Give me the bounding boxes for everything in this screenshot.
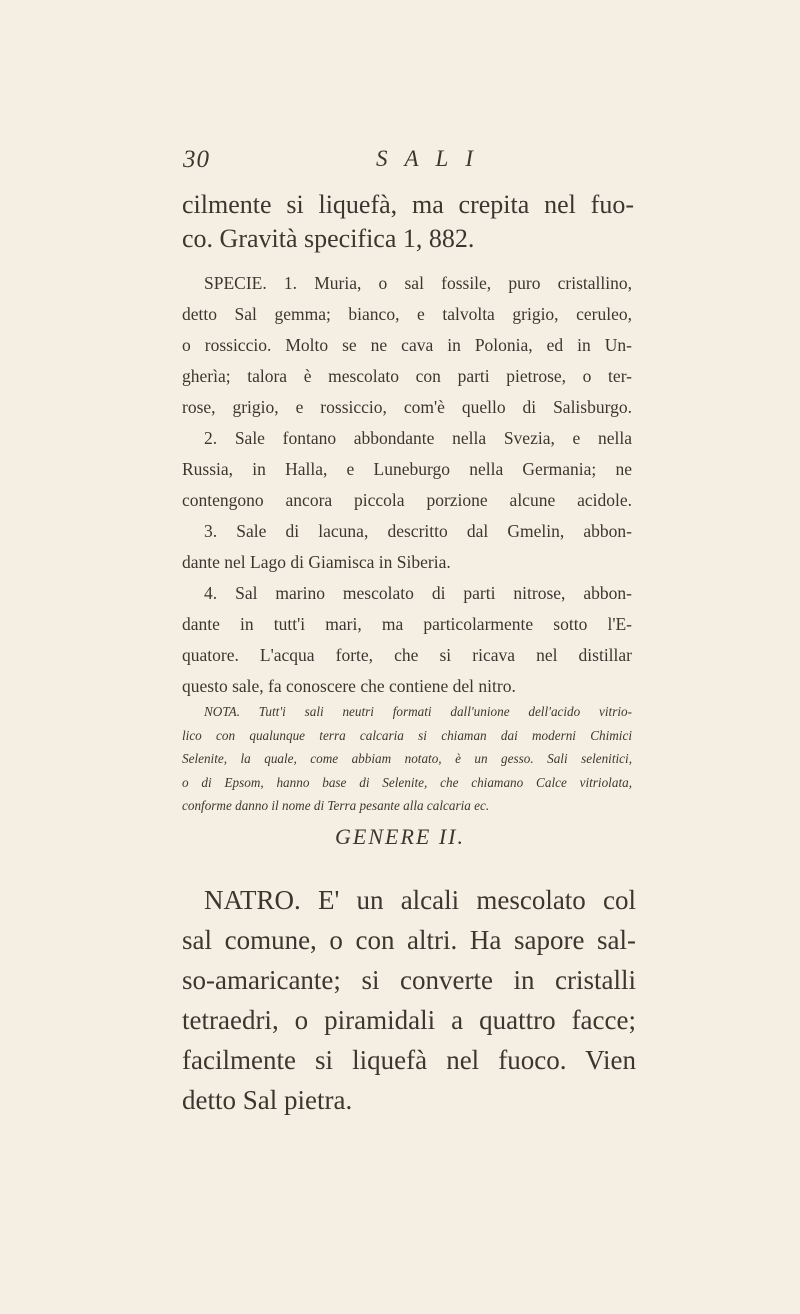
species-line: contengono ancora piccola porzione alcune acidole. (182, 490, 632, 510)
nota-line: o di Epsom, hanno base di Selenite, che chiamano Calce vitriolata, (182, 774, 632, 790)
genere-line: NATRO. E' un alcali mescolato col (204, 885, 636, 915)
species-line: dante in tutt'i mari, ma particolarmente sotto l'E- (182, 614, 632, 634)
species-line: rose, grigio, e rossiccio, com'è quello di Salisburgo. (182, 397, 632, 417)
species-line: SPECIE. 1. Muria, o sal fossile, puro cristallino, (204, 273, 632, 293)
genere-line: detto Sal pietra. (182, 1085, 353, 1115)
species-line: o rossiccio. Molto se ne cava in Polonia, ed in Un- (182, 335, 632, 355)
genere-line: so-amaricante; si converte in cristalli (182, 965, 636, 995)
section-heading: GENERE II. (335, 824, 465, 849)
text-line: cilmente si liquefà, ma crepita nel fuo- (182, 190, 634, 219)
genere-line: tetraedri, o piramidali a quattro facce; (182, 1005, 636, 1035)
text-line: co. Gravità specifica 1, 882. (182, 224, 475, 253)
page-number: 30 (183, 146, 210, 173)
nota-paragraph (182, 700, 632, 818)
species-line: detto Sal gemma; bianco, e talvolta grigio, ceruleo, (182, 304, 632, 324)
genere-paragraph (182, 880, 636, 1120)
nota-line: Selenite, la quale, come abbiam notato, è un gesso. Sali selenitici, (182, 751, 632, 766)
species-line: gherìa; talora è mescolato con parti pietrose, o ter- (182, 366, 632, 386)
nota-line: NOTA. Tutt'i sali neutri formati dall'unione dell'acido vitrio- (204, 704, 632, 719)
species-line: dante nel Lago di Giamisca in Siberia. (182, 552, 451, 572)
genere-line: facilmente si liquefà nel fuoco. Vien (182, 1045, 636, 1075)
running-title: SALI (376, 146, 490, 171)
species-line: Russia, in Halla, e Luneburgo nella Germania; ne (182, 459, 632, 479)
nota-line: conforme danno il nome di Terra pesante alla calcaria ec. (182, 798, 490, 813)
species-line: quatore. L'acqua forte, che si ricava nel distillar (182, 645, 632, 665)
species-line: questo sale, fa conoscere che contiene del nitro. (182, 676, 516, 696)
species-line: 2. Sale fontano abbondante nella Svezia, e nella (204, 428, 632, 448)
page-header (0, 146, 800, 182)
species-list (182, 268, 632, 702)
species-line: 4. Sal marino mescolato di parti nitrose, abbon- (204, 583, 632, 603)
nota-line: lico con qualunque terra calcaria si chiaman dai moderni Chimici (182, 727, 632, 743)
species-line: 3. Sale di lacuna, descritto dal Gmelin, abbon- (204, 521, 632, 541)
intro-paragraph (182, 188, 634, 256)
genere-line: sal comune, o con altri. Ha sapore sal- (182, 925, 636, 955)
